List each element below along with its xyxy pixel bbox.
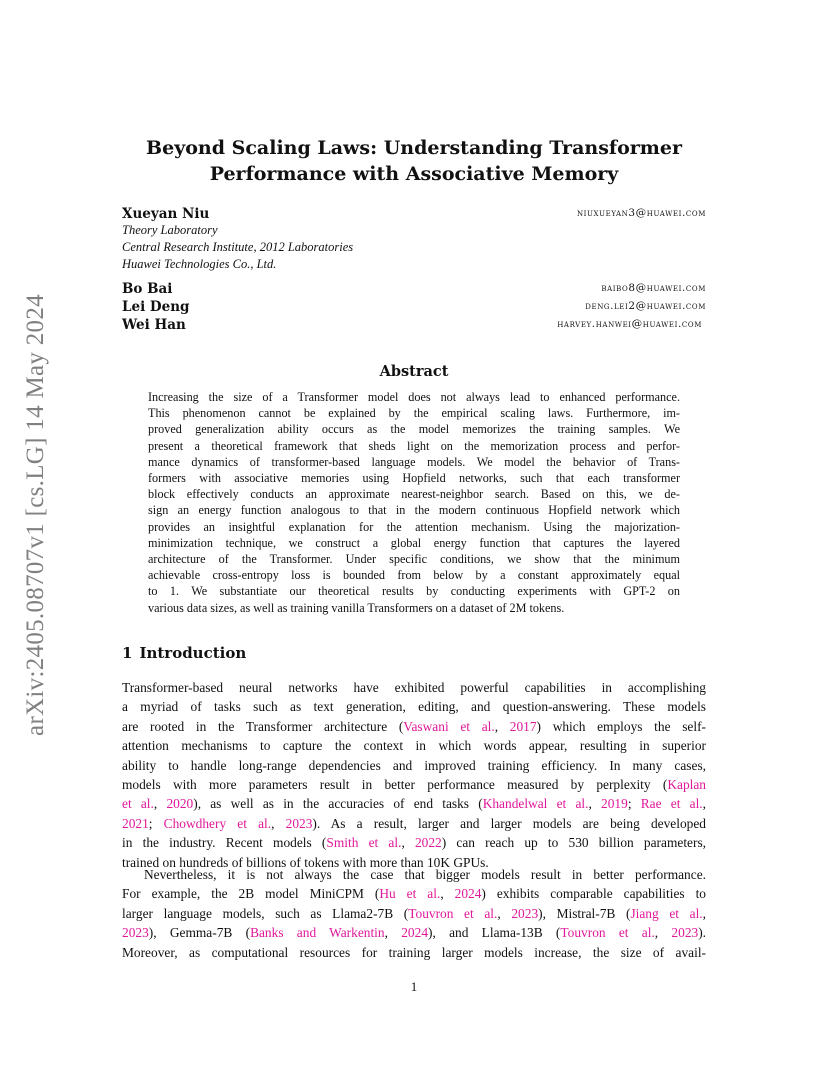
abstract-line: achievable cross-entropy loss is bounded from below by a constant approximately equal — [148, 568, 680, 583]
author-block — [122, 299, 706, 317]
text-run: in the industry. Recent models ( — [122, 835, 327, 851]
text-run: ) which employs the self- — [536, 718, 706, 734]
abstract-line: architecture of the Transformer. Under specific conditions, we show that the minimum — [148, 552, 680, 567]
text-line — [122, 833, 706, 852]
text-run: ). — [698, 925, 707, 941]
text-line — [122, 814, 706, 833]
section-title: Introduction — [139, 644, 247, 662]
citation-link[interactable]: Chowdhery et al. — [163, 815, 272, 831]
intro-paragraph-2 — [122, 865, 706, 962]
text-line — [122, 865, 706, 884]
abstract-line: This phenomenon cannot be explained by the empirical scaling laws. Furthermore, im- — [148, 406, 680, 421]
abstract-line: provides an insightful explanation for the attention mechanism. Using the majorization- — [148, 519, 680, 534]
arxiv-stamp — [14, 270, 58, 760]
text-run: , — [384, 925, 402, 941]
citation-link[interactable]: Banks and Warkentin — [250, 925, 385, 941]
citation-link[interactable]: Smith et al. — [326, 835, 402, 851]
abstract-line: sign an energy function analogous to that in the modern continuous Hopfield network which — [148, 503, 680, 518]
author-email[interactable]: deng.lei2@huawei.com — [585, 300, 706, 312]
text-run: models with more parameters result in better performance measured by perplexity ( — [122, 777, 668, 793]
text-run: , — [702, 905, 706, 921]
citation-link[interactable]: Touvron et al. — [560, 925, 655, 941]
text-run: , — [497, 905, 512, 921]
author-email[interactable]: harvey.hanwei@huawei.com — [557, 318, 702, 330]
citation-link[interactable]: 2023 — [671, 925, 699, 941]
author-block-first — [122, 206, 706, 224]
text-run: Moreover, as computational resources for training larger models increase, the size of avail- — [122, 944, 706, 960]
text-line — [122, 678, 706, 697]
text-line — [122, 756, 706, 775]
abstract-line: Increasing the size of a Transformer model does not always lead to enhanced performance. — [148, 390, 680, 404]
citation-link[interactable]: Kaplan — [667, 777, 706, 793]
citation-link[interactable]: Hu et al. — [379, 886, 441, 902]
affiliation-line: Central Research Institute, 2012 Laboratories — [122, 240, 354, 254]
abstract-line: formers with associative memories using Hopfield networks, such that each transformer — [148, 471, 680, 486]
text-run: ). As a result, larger and larger models are being developed — [312, 815, 706, 831]
title-line: Performance with Associative Memory — [209, 163, 619, 185]
abstract-heading: Abstract — [379, 363, 449, 380]
section-number: 1 — [122, 644, 133, 662]
abstract-line: to 1. We substantiate our theoretical results by conducting experiments with GPT-2 on — [148, 584, 680, 599]
text-run: attention mechanisms to capture the context in which words appear, resulting in superior — [122, 738, 706, 754]
author-block — [122, 281, 706, 299]
text-run: trained on hundreds of billions of tokens with more than 10K GPUs. — [122, 854, 489, 870]
citation-link[interactable]: 2019 — [601, 796, 628, 812]
text-line — [122, 794, 706, 813]
section-heading — [122, 644, 246, 662]
page-number: 1 — [410, 979, 418, 994]
text-run: ), Gemma-7B ( — [148, 925, 251, 941]
citation-link[interactable]: 2023 — [285, 815, 313, 831]
text-run: Transformer-based neural networks have exhibited powerful capabilities in accomplishing — [122, 680, 706, 695]
text-run: , — [588, 796, 602, 812]
author-email[interactable]: niuxueyan3@huawei.com — [576, 207, 706, 219]
text-run: , — [654, 925, 672, 941]
text-run: ) can reach up to 530 billion parameters, — [441, 835, 706, 851]
paper-title — [122, 135, 706, 187]
text-line — [122, 736, 706, 755]
text-line — [122, 775, 706, 794]
text-run: , — [702, 796, 707, 812]
citation-link[interactable]: Vaswani et al. — [403, 718, 495, 734]
text-line — [122, 717, 706, 736]
citation-link[interactable]: Rae et al. — [640, 796, 703, 812]
author-name: Bo Bai — [122, 281, 173, 297]
text-run: a myriad of tasks such as text generation, editing, and question-answering. These models — [122, 699, 706, 715]
citation-link[interactable]: Jiang et al. — [630, 905, 703, 921]
title-line: Beyond Scaling Laws: Understanding Transformer — [146, 137, 682, 159]
author-name: Xueyan Niu — [122, 206, 210, 222]
citation-link[interactable]: 2023 — [511, 905, 539, 921]
intro-paragraph-1 — [122, 678, 706, 872]
abstract-body — [148, 389, 680, 616]
text-run: For example, the 2B model MiniCPM ( — [122, 886, 380, 902]
text-run: ) exhibits comparable capabilities to — [481, 886, 706, 902]
citation-link[interactable]: Touvron et al. — [408, 905, 498, 921]
text-run: , — [271, 815, 286, 831]
text-run: , — [153, 796, 167, 812]
text-line — [122, 697, 706, 716]
text-run: larger language models, such as Llama2-7B ( — [122, 905, 409, 921]
text-run: are rooted in the Transformer architecture ( — [122, 718, 404, 734]
affiliation-line: Theory Laboratory — [122, 223, 218, 237]
abstract-line: minimization technique, we construct a global energy function that captures the layered — [148, 535, 680, 550]
text-run: , — [494, 718, 510, 734]
citation-link[interactable]: Khandelwal et al. — [482, 796, 589, 812]
text-run: ), and Llama-13B ( — [428, 925, 561, 941]
text-run: , — [401, 835, 415, 851]
affiliation-line: Huawei Technologies Co., Ltd. — [122, 257, 277, 271]
text-run: ), Mistral-7B ( — [538, 905, 631, 921]
citation-link[interactable]: 2024 — [454, 886, 482, 902]
author-block — [122, 317, 706, 335]
abstract-line: various data sizes, as well as training vanilla Transformers on a dataset of 2M tokens. — [148, 600, 565, 615]
text-run: Nevertheless, it is not always the case that bigger models result in better performance. — [144, 867, 706, 882]
abstract-line: present a theoretical framework that sheds light on the memorization process and perfor- — [148, 438, 680, 453]
abstract-line: block effectively conducts an approximate nearest-neighbor search. Based on this, we de- — [148, 487, 680, 502]
abstract-line: mance dynamics of transformer-based language models. We model the behavior of Trans- — [148, 454, 680, 469]
text-run: ; — [148, 815, 164, 831]
abstract-line: proved generalization ability occurs as the model memorizes the training samples. We — [148, 422, 680, 437]
text-run: ability to handle long-range dependencies and improved training efficiency. In many cases, — [122, 757, 706, 773]
citation-link[interactable]: 2017 — [509, 718, 537, 734]
author-email[interactable]: baibo8@huawei.com — [601, 282, 706, 294]
text-run: ), as well as in the accuracies of end tasks ( — [193, 796, 483, 812]
author-name: Wei Han — [122, 317, 186, 333]
text-line — [122, 884, 706, 903]
text-run: , — [440, 886, 455, 902]
citation-link[interactable]: 2024 — [401, 925, 429, 941]
citation-link[interactable]: 2020 — [166, 796, 194, 812]
text-run: ; — [627, 796, 641, 812]
text-line — [122, 923, 706, 942]
text-line — [122, 904, 706, 923]
citation-link[interactable]: 2021 — [122, 815, 149, 831]
citation-link[interactable]: et al. — [122, 796, 154, 812]
arxiv-stamp-text: arXiv:2405.08707v1 [cs.LG] 14 May 2024 — [22, 294, 49, 736]
citation-link[interactable]: 2023 — [122, 925, 149, 941]
text-line — [122, 943, 706, 962]
citation-link[interactable]: 2022 — [414, 835, 442, 851]
author-name: Lei Deng — [122, 299, 190, 315]
